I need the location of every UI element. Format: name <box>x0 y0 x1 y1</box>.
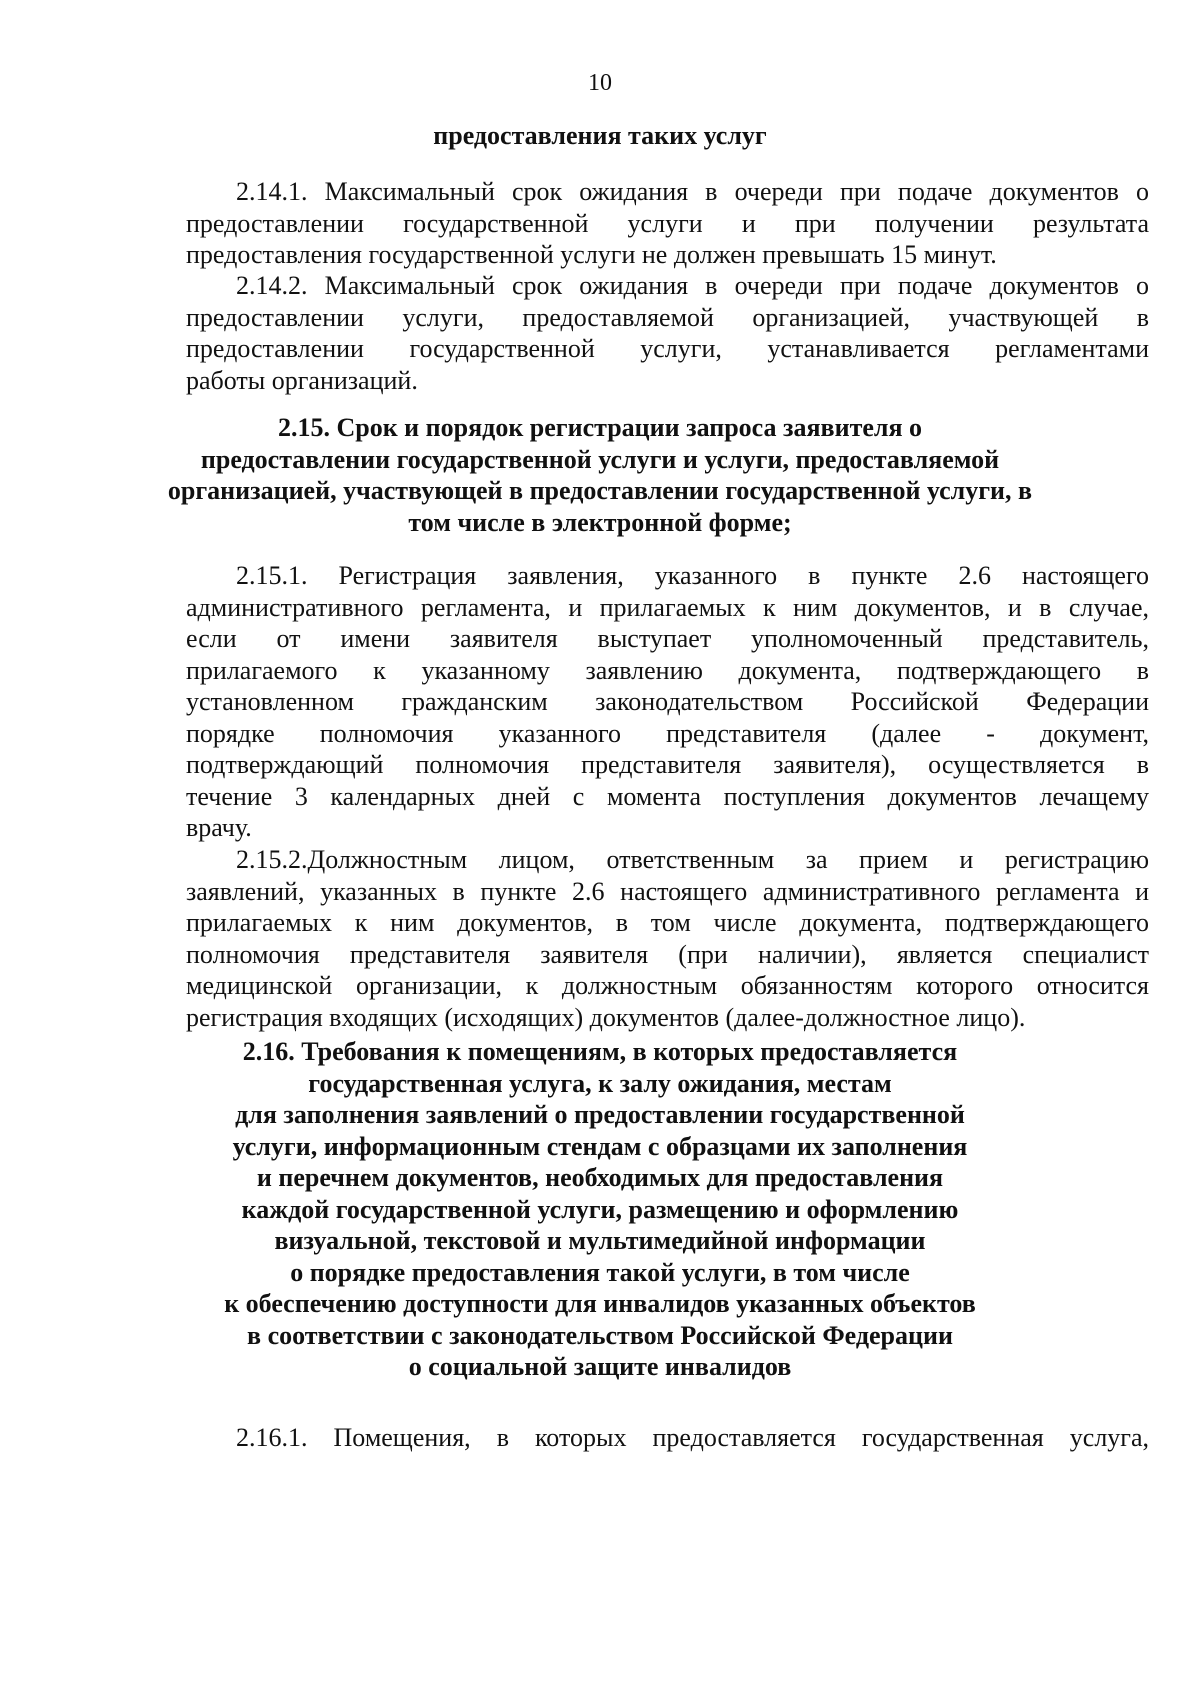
heading-line: предоставлении государственной услуги и услуги, предоставляемой <box>200 444 1000 474</box>
heading-line: предоставления таких услуг <box>433 121 767 150</box>
paragraph-2-15-1 <box>186 560 1149 844</box>
text-line: медицинской организации, к должностным обязанностям которого относится <box>186 971 1149 1000</box>
heading-line: государственная услуга, к залу ожидания, местам <box>308 1068 892 1098</box>
heading-line: услуги, информационным стендам с образцами их заполнения <box>232 1131 968 1161</box>
heading-line: и перечнем документов, необходимых для предоставления <box>256 1163 944 1192</box>
heading-line: визуальной, текстовой и мультимедийной информации <box>274 1226 926 1255</box>
text-line: предоставления государственной услуги не должен превышать 15 минут. <box>186 240 997 269</box>
text-line: подтверждающий полномочия представителя заявителя), осуществляется в <box>186 750 1149 779</box>
heading-line: том числе в электронной форме; <box>408 507 792 537</box>
paragraph-2-16-1 <box>186 1422 1149 1454</box>
text-line: регистрация входящих (исходящих) документов (далее-должностное лицо). <box>186 1002 1026 1032</box>
text-line: установленном гражданским законодательством Российской Федерации <box>186 687 1149 716</box>
section-2-14-title-tail <box>0 120 1200 152</box>
section-2-16-title <box>0 1036 1200 1383</box>
paragraph-2-14-1 <box>186 176 1149 271</box>
page-number: 10 <box>588 70 612 96</box>
heading-line: в соответствии с законодательством Российской Федерации <box>247 1320 953 1350</box>
text-line: течение 3 календарных дней с момента поступления документов лечащему <box>186 781 1149 811</box>
text-line: если от имени заявителя выступает уполномоченный представитель, <box>186 624 1149 653</box>
heading-line: каждой государственной услуги, размещению и оформлению <box>241 1194 959 1224</box>
heading-line: к обеспечению доступности для инвалидов указанных объектов <box>224 1289 976 1318</box>
text-line: полномочия представителя заявителя (при наличии), является специалист <box>186 939 1149 969</box>
heading-line: 2.16. Требования к помещениям, в которых предоставляется <box>242 1037 958 1066</box>
paragraph-2-14-2 <box>186 270 1149 396</box>
section-2-15-title <box>0 412 1200 538</box>
text-line: заявлений, указанных в пункте 2.6 настоящего административного регламента и <box>186 876 1149 906</box>
paragraph-2-15-2 <box>186 844 1149 1033</box>
text-line: прилагаемого к указанному заявлению документа, подтверждающего в <box>186 655 1149 685</box>
text-line: предоставлении услуги, предоставляемой организацией, участвующей в <box>186 302 1149 332</box>
text-line: работы организаций. <box>186 365 418 395</box>
heading-line: 2.15. Срок и порядок регистрации запроса заявителя о <box>277 413 923 442</box>
text-line: 2.14.2. Максимальный срок ожидания в очереди при подаче документов о <box>236 271 1149 300</box>
text-line: врачу. <box>186 813 252 842</box>
text-line: 2.15.2.Должностным лицом, ответственным за прием и регистрацию <box>236 845 1149 874</box>
text-line: 2.16.1. Помещения, в которых предоставляется государственная услуга, <box>236 1423 1149 1452</box>
heading-line: о социальной защите инвалидов <box>408 1352 792 1381</box>
text-line: прилагаемых к ним документов, в том числе документа, подтверждающего <box>186 908 1149 937</box>
text-line: 2.15.1. Регистрация заявления, указанного в пункте 2.6 настоящего <box>236 561 1149 590</box>
text-line: предоставлении государственной услуги и при получении результата <box>186 208 1149 238</box>
text-line: 2.14.1. Максимальный срок ожидания в очереди при подаче документов о <box>236 177 1149 206</box>
text-line: порядке полномочия указанного представителя (далее - документ, <box>186 718 1149 748</box>
heading-line: организацией, участвующей в предоставлении государственной услуги, в <box>167 476 1033 505</box>
text-line: предоставлении государственной услуги, устанавливается регламентами <box>186 334 1149 363</box>
heading-line: о порядке предоставления такой услуги, в том числе <box>290 1257 910 1287</box>
heading-line: для заполнения заявлений о предоставлении государственной <box>235 1100 965 1129</box>
text-line: административного регламента, и прилагаемых к ним документов, и в случае, <box>186 592 1149 622</box>
